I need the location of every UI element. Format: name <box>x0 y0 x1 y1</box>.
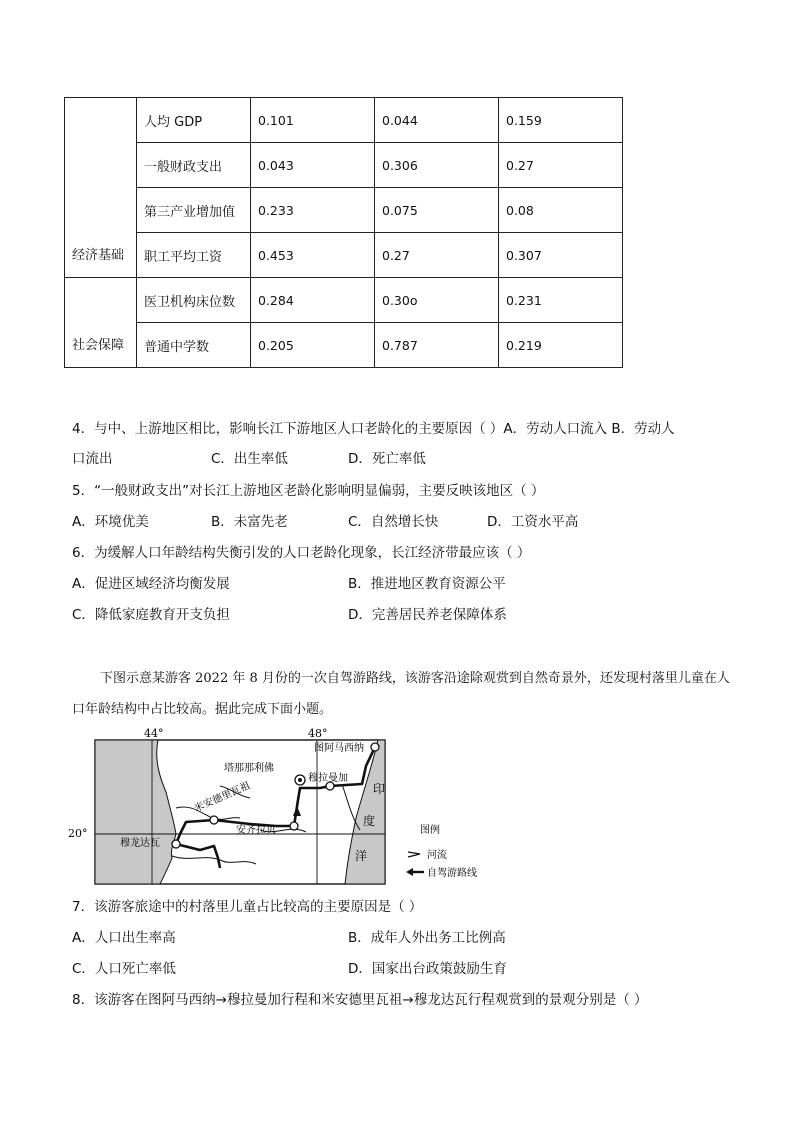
cell: 0.27 <box>375 233 499 278</box>
question-4-option-d: D．死亡率低 <box>348 451 426 467</box>
question-5-stem: 5．“一般财政支出”对长江上游地区老龄化影响明显偏弱，主要反映该地区（ ） <box>72 483 545 499</box>
group-economy: 经济基础 <box>65 98 137 278</box>
question-6-option-d: D．完善居民养老保障体系 <box>348 607 507 623</box>
question-5-option-c: C．自然增长快 <box>348 514 439 530</box>
row-label: 医卫机构床位数 <box>137 278 251 323</box>
cell: 0.044 <box>375 98 499 143</box>
label-morondava: 穆龙达瓦 <box>120 838 160 849</box>
row-label: 第三产业增加值 <box>137 188 251 233</box>
ocean-label-2: 度 <box>363 814 376 828</box>
row-label: 普通中学数 <box>137 323 251 368</box>
lat-20-label: 20° <box>68 827 88 840</box>
label-tuamasina: 图阿马西纳 <box>314 743 364 754</box>
lon-48-label: 48° <box>308 727 328 740</box>
ocean-label-1: 印 <box>373 782 386 796</box>
map-intro: 下图示意某游客 2022 年 8 月份的一次自驾游路线，该游客沿途除观赏到自然奇景外，还发现村落里儿童在人口年龄结构中占比较高。据此完成下面小题。 <box>72 671 730 717</box>
question-7-stem: 7．该游客旅途中的村落里儿童占比较高的主要原因是（ ） <box>72 899 423 915</box>
city-morondava <box>172 840 180 848</box>
group-social: 社会保障 <box>65 278 137 368</box>
question-5-option-d: D．工资水平高 <box>487 514 579 530</box>
cell: 0.205 <box>251 323 375 368</box>
question-7-option-d: D．国家出台政策鼓励生育 <box>348 961 507 977</box>
legend-route-arrow <box>406 868 413 876</box>
data-table <box>64 97 623 368</box>
legend-route: 自驾游路线 <box>427 868 477 879</box>
cell: 0.231 <box>499 278 623 323</box>
cell: 0.284 <box>251 278 375 323</box>
capital-dot <box>298 778 302 782</box>
cell: 0.30o <box>375 278 499 323</box>
question-8-stem: 8．该游客在图阿马西纳→穆拉曼加行程和米安德里瓦祖→穆龙达瓦行程观赏到的景观分别是（ ） <box>72 992 648 1008</box>
question-6-option-b: B．推进地区教育资源公平 <box>348 576 506 592</box>
cell: 0.043 <box>251 143 375 188</box>
question-5-option-b: B．未富先老 <box>211 514 288 530</box>
legend-river-symbol <box>408 852 420 857</box>
cell: 0.453 <box>251 233 375 278</box>
route-map <box>68 726 500 886</box>
label-antananarivo: 塔那那利佛 <box>224 763 274 774</box>
cell: 0.159 <box>499 98 623 143</box>
cell: 0.787 <box>375 323 499 368</box>
question-7-option-a: A．人口出生率高 <box>72 930 176 946</box>
question-4-line1: 4．与中、上游地区相比，影响长江下游地区人口老龄化的主要原因（ ）A．劳动人口流入 B．劳动人 <box>72 421 675 437</box>
question-5-option-a: A．环境优美 <box>72 514 149 530</box>
cell: 0.233 <box>251 188 375 233</box>
question-6-option-c: C．降低家庭教育开支负担 <box>72 607 230 623</box>
cell: 0.075 <box>375 188 499 233</box>
cell: 0.101 <box>251 98 375 143</box>
question-4-option-c: C．出生率低 <box>211 451 288 467</box>
label-moramanga: 穆拉曼加 <box>308 773 348 784</box>
city-miandrivazo <box>210 816 218 824</box>
question-6-stem: 6．为缓解人口年龄结构失衡引发的人口老龄化现象，长江经济带最应该（ ） <box>72 545 531 561</box>
cell: 0.219 <box>499 323 623 368</box>
question-6-option-a: A．促进区域经济均衡发展 <box>72 576 230 592</box>
row-label: 职工平均工资 <box>137 233 251 278</box>
question-7-option-b: B．成年人外出务工比例高 <box>348 930 506 946</box>
city-tuamasina <box>371 743 379 751</box>
cell: 0.27 <box>499 143 623 188</box>
cell: 0.306 <box>375 143 499 188</box>
label-miandrivazo: 米安德里瓦祖 <box>192 780 253 815</box>
row-label: 一般财政支出 <box>137 143 251 188</box>
legend-river: 河流 <box>427 850 447 861</box>
label-antsirabe: 安齐拉贝 <box>236 825 276 836</box>
row-label: 人均 GDP <box>137 98 251 143</box>
cell: 0.08 <box>499 188 623 233</box>
cell: 0.307 <box>499 233 623 278</box>
question-4-option-b-cont: 口流出 <box>72 451 113 467</box>
lon-44-label: 44° <box>144 727 164 740</box>
city-antsirabe <box>290 822 298 830</box>
ocean-label-3: 洋 <box>355 849 368 863</box>
legend-title: 图例 <box>420 825 440 836</box>
question-7-option-c: C．人口死亡率低 <box>72 961 176 977</box>
